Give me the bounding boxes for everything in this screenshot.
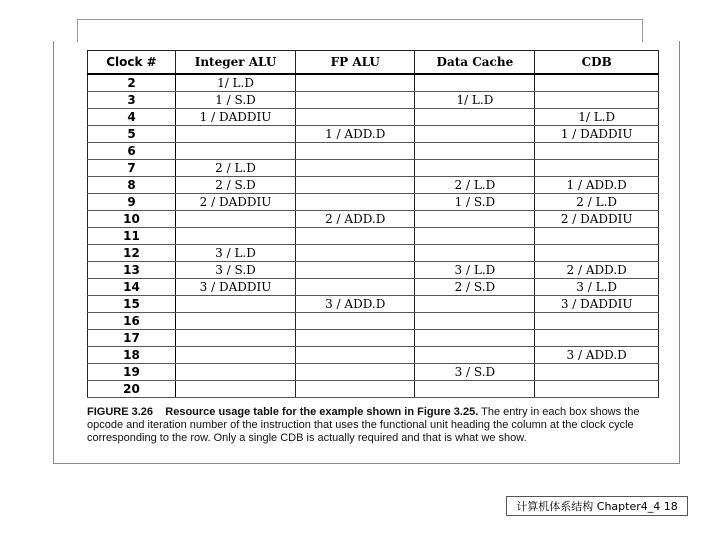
cell-integer-alu bbox=[176, 364, 296, 381]
cell-fp-alu bbox=[296, 143, 415, 160]
cell-fp-alu bbox=[296, 228, 415, 245]
cell-clock: 13 bbox=[88, 262, 176, 279]
cell-cdb: 3 / ADD.D bbox=[535, 347, 659, 364]
cell-cdb bbox=[535, 313, 659, 330]
cell-fp-alu bbox=[296, 245, 415, 262]
cell-fp-alu: 3 / ADD.D bbox=[296, 296, 415, 313]
cell-integer-alu bbox=[176, 381, 296, 398]
figure-caption bbox=[87, 406, 661, 445]
cell-clock: 14 bbox=[88, 279, 176, 296]
cell-integer-alu bbox=[176, 228, 296, 245]
cell-data-cache: 2 / L.D bbox=[415, 177, 535, 194]
cell-cdb: 2 / L.D bbox=[535, 194, 659, 211]
cell-integer-alu: 2 / DADDIU bbox=[176, 194, 296, 211]
cell-cdb bbox=[535, 228, 659, 245]
figure-label: FIGURE 3.26 bbox=[87, 406, 154, 418]
table-header-row bbox=[88, 51, 659, 75]
cell-clock: 5 bbox=[88, 126, 176, 143]
table-row bbox=[88, 296, 659, 313]
cell-data-cache: 1/ L.D bbox=[415, 92, 535, 109]
cell-data-cache bbox=[415, 160, 535, 177]
figure-caption-body: The entry in each box shows the opcode and iteration number of the instruction that uses the functional unit heading the column at the clock cycle corresponding to the row. Only a single CDB is actually required and that is what we show. bbox=[87, 406, 640, 444]
cell-integer-alu bbox=[176, 313, 296, 330]
cell-cdb: 3 / DADDIU bbox=[535, 296, 659, 313]
cell-cdb: 3 / L.D bbox=[535, 279, 659, 296]
cell-clock: 17 bbox=[88, 330, 176, 347]
cell-data-cache bbox=[415, 143, 535, 160]
figure-title: Resource usage table for the example shown in Figure 3.25. bbox=[165, 406, 479, 418]
table-row bbox=[88, 347, 659, 364]
table-row bbox=[88, 262, 659, 279]
cell-cdb: 1 / ADD.D bbox=[535, 177, 659, 194]
cell-cdb bbox=[535, 381, 659, 398]
cell-clock: 3 bbox=[88, 92, 176, 109]
cell-integer-alu: 2 / S.D bbox=[176, 177, 296, 194]
cell-cdb bbox=[535, 74, 659, 92]
table-row bbox=[88, 194, 659, 211]
cell-fp-alu bbox=[296, 92, 415, 109]
cell-clock: 18 bbox=[88, 347, 176, 364]
cell-fp-alu bbox=[296, 347, 415, 364]
cell-fp-alu: 1 / ADD.D bbox=[296, 126, 415, 143]
cell-data-cache bbox=[415, 228, 535, 245]
cell-fp-alu bbox=[296, 177, 415, 194]
header-fp-alu: FP ALU bbox=[296, 51, 415, 75]
cell-integer-alu: 1/ L.D bbox=[176, 74, 296, 92]
cell-fp-alu bbox=[296, 364, 415, 381]
cell-data-cache: 3 / S.D bbox=[415, 364, 535, 381]
cell-cdb bbox=[535, 364, 659, 381]
cell-clock: 19 bbox=[88, 364, 176, 381]
cell-fp-alu bbox=[296, 381, 415, 398]
cell-data-cache bbox=[415, 126, 535, 143]
table-row bbox=[88, 109, 659, 126]
cell-fp-alu bbox=[296, 109, 415, 126]
cell-cdb: 1 / DADDIU bbox=[535, 126, 659, 143]
cell-integer-alu: 1 / DADDIU bbox=[176, 109, 296, 126]
table-row bbox=[88, 177, 659, 194]
slide-footer: 计算机体系结构 Chapter4_4 18 bbox=[506, 496, 688, 516]
cell-clock: 10 bbox=[88, 211, 176, 228]
cell-data-cache: 1 / S.D bbox=[415, 194, 535, 211]
table-row bbox=[88, 92, 659, 109]
cell-integer-alu: 3 / L.D bbox=[176, 245, 296, 262]
cell-fp-alu bbox=[296, 194, 415, 211]
table-row bbox=[88, 381, 659, 398]
cell-data-cache bbox=[415, 313, 535, 330]
cell-fp-alu bbox=[296, 313, 415, 330]
cell-integer-alu: 3 / DADDIU bbox=[176, 279, 296, 296]
cell-fp-alu bbox=[296, 279, 415, 296]
cell-clock: 16 bbox=[88, 313, 176, 330]
cell-integer-alu: 3 / S.D bbox=[176, 262, 296, 279]
cell-fp-alu: 2 / ADD.D bbox=[296, 211, 415, 228]
table-row bbox=[88, 211, 659, 228]
cell-clock: 15 bbox=[88, 296, 176, 313]
cell-cdb bbox=[535, 245, 659, 262]
header-cdb: CDB bbox=[535, 51, 659, 75]
cell-integer-alu bbox=[176, 143, 296, 160]
resource-usage-table bbox=[87, 50, 659, 398]
top-frame-strip bbox=[77, 19, 643, 42]
cell-data-cache: 3 / L.D bbox=[415, 262, 535, 279]
cell-cdb bbox=[535, 143, 659, 160]
table-row bbox=[88, 279, 659, 296]
cell-clock: 2 bbox=[88, 74, 176, 92]
table-row bbox=[88, 313, 659, 330]
cell-data-cache bbox=[415, 381, 535, 398]
header-data-cache: Data Cache bbox=[415, 51, 535, 75]
cell-fp-alu bbox=[296, 160, 415, 177]
cell-fp-alu bbox=[296, 262, 415, 279]
cell-clock: 6 bbox=[88, 143, 176, 160]
cell-clock: 12 bbox=[88, 245, 176, 262]
table-row bbox=[88, 364, 659, 381]
cell-integer-alu bbox=[176, 126, 296, 143]
cell-data-cache bbox=[415, 74, 535, 92]
cell-clock: 7 bbox=[88, 160, 176, 177]
table-row bbox=[88, 74, 659, 92]
cell-cdb bbox=[535, 160, 659, 177]
cell-cdb: 2 / ADD.D bbox=[535, 262, 659, 279]
cell-cdb: 2 / DADDIU bbox=[535, 211, 659, 228]
table-row bbox=[88, 228, 659, 245]
cell-integer-alu bbox=[176, 211, 296, 228]
table-row bbox=[88, 245, 659, 262]
table-row bbox=[88, 126, 659, 143]
cell-data-cache bbox=[415, 330, 535, 347]
cell-data-cache bbox=[415, 347, 535, 364]
cell-data-cache bbox=[415, 296, 535, 313]
table-row bbox=[88, 330, 659, 347]
cell-data-cache bbox=[415, 211, 535, 228]
cell-fp-alu bbox=[296, 330, 415, 347]
cell-clock: 11 bbox=[88, 228, 176, 245]
cell-clock: 9 bbox=[88, 194, 176, 211]
cell-integer-alu bbox=[176, 330, 296, 347]
cell-integer-alu: 2 / L.D bbox=[176, 160, 296, 177]
cell-integer-alu: 1 / S.D bbox=[176, 92, 296, 109]
header-clock: Clock # bbox=[88, 51, 176, 75]
cell-data-cache bbox=[415, 245, 535, 262]
cell-cdb: 1/ L.D bbox=[535, 109, 659, 126]
cell-fp-alu bbox=[296, 74, 415, 92]
cell-cdb bbox=[535, 92, 659, 109]
cell-data-cache bbox=[415, 109, 535, 126]
header-integer-alu: Integer ALU bbox=[176, 51, 296, 75]
cell-integer-alu bbox=[176, 347, 296, 364]
cell-clock: 20 bbox=[88, 381, 176, 398]
table-row bbox=[88, 160, 659, 177]
cell-data-cache: 2 / S.D bbox=[415, 279, 535, 296]
cell-clock: 4 bbox=[88, 109, 176, 126]
cell-cdb bbox=[535, 330, 659, 347]
table-row bbox=[88, 143, 659, 160]
cell-clock: 8 bbox=[88, 177, 176, 194]
cell-integer-alu bbox=[176, 296, 296, 313]
